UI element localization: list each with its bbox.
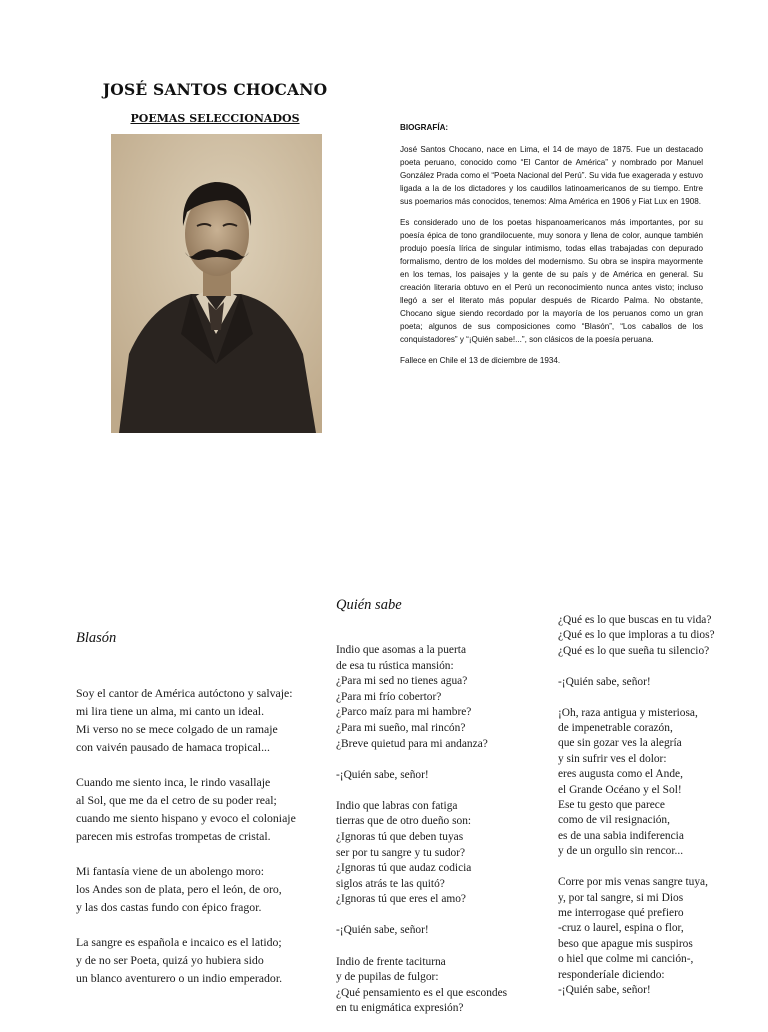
poem-line: ¿Para mi sed no tienes agua? xyxy=(336,675,468,688)
poem-stanza xyxy=(336,799,507,908)
biography-paragraph: José Santos Chocano, nace en Lima, el 14 de mayo de 1875. Fue un destacado poeta peruano, conocido como “El Cantor de América” y nombrado por Manuel González Prada como el “Poeta Nacional del Perú”. Su vida fue exagerada y estuvo ligada a la de los dictadores y los caudillos latinoamericanos de su tiempo. Entre sus poemarios más conocidos, tenemos: Alma América en 1906 y Fiat Lux en 1908. xyxy=(400,145,703,207)
poem-line: de impenetrable corazón, xyxy=(558,722,673,735)
poem-line: mi lira tiene un alma, mi canto un ideal. xyxy=(76,704,265,718)
poem-line: Indio que labras con fatiga xyxy=(336,799,458,812)
poem-stanza xyxy=(76,933,296,987)
poem-stanza xyxy=(336,923,507,939)
poem-line: Indio de frente taciturna xyxy=(336,955,446,968)
poem-line: -¡Quién sabe, señor! xyxy=(558,984,651,997)
poem-line: ¿Ignoras tú que eres el amo? xyxy=(336,893,466,906)
poem-line: tierras que de otro dueño son: xyxy=(336,815,472,828)
poem-line: eres augusta como el Ande, xyxy=(558,768,683,781)
biography-paragraph: Fallece en Chile el 13 de diciembre de 1934. xyxy=(400,355,561,365)
poem-line: y de pupilas de fulgor: xyxy=(336,971,439,984)
poem-line: ¿Parco maíz para mi hambre? xyxy=(336,706,472,719)
poem-stanza xyxy=(558,675,715,690)
biography xyxy=(400,121,703,374)
poem-line: de esa tu rústica mansión: xyxy=(336,659,454,672)
poem-body-blason xyxy=(76,684,296,1004)
poem-line: Cuando me siento inca, le rindo vasallaje xyxy=(76,775,271,789)
poem-line: y, por tal sangre, si mi Dios xyxy=(558,891,684,904)
poem-line: ¡Oh, raza antigua y misteriosa, xyxy=(558,706,698,719)
poem-line: Ese tu gesto que parece xyxy=(558,799,665,812)
poem-line: y de no ser Poeta, quizá yo hubiera sido xyxy=(76,953,264,967)
poem-line: al Sol, que me da el cetro de su poder real; xyxy=(76,793,277,807)
poem-line: parecen mis estrofas trompetas de cristal. xyxy=(76,829,271,843)
poem-body-quien-sabe xyxy=(336,643,507,1032)
poem-line: ¿Para mi frío cobertor? xyxy=(336,690,442,703)
poem-title-blason: Blasón xyxy=(76,630,117,646)
poem-title-quien-sabe: Quién sabe xyxy=(336,597,402,613)
poem-stanza xyxy=(76,684,296,756)
poem-body-quien-sabe-continued xyxy=(558,613,715,1014)
poem-stanza xyxy=(558,613,715,659)
poem-stanza xyxy=(558,706,715,860)
page-subtitle: POEMAS SELECCIONADOS xyxy=(130,112,300,125)
poem-line: ¿Ignoras tú que audaz codicia xyxy=(336,862,472,875)
poem-line: siglos atrás te las quitó? xyxy=(336,877,445,890)
poem-line: un blanco aventurero o un indio emperador. xyxy=(76,971,283,985)
poem-line: en tu enigmática expresión? xyxy=(336,1002,464,1015)
poem-stanza xyxy=(336,955,507,1017)
poem-line: Indio que asomas a la puerta xyxy=(336,644,466,656)
poem-line: y sin sufrir ves el dolor: xyxy=(558,752,667,765)
poem-stanza xyxy=(76,862,296,916)
poem-line: beso que apague mis suspiros xyxy=(558,937,693,950)
poem-stanza xyxy=(558,875,715,998)
poem-line: ¿Qué es lo que sueña tu silencio? xyxy=(558,644,710,657)
poem-line: -¡Quién sabe, señor! xyxy=(558,675,651,688)
poem-line: ¿Qué es lo que buscas en tu vida? xyxy=(558,614,712,626)
poem-line: es de una sabia indiferencia xyxy=(558,829,684,842)
poem-line: responderíale diciendo: xyxy=(558,968,665,981)
poem-line: ¿Breve quietud para mi andanza? xyxy=(336,737,488,750)
biography-paragraph: Es considerado uno de los poetas hispanoamericanos más importantes, por su poesía épica de tono grandilocuente, muy sonora y llena de color, aunque también produjo poesía lírica de singular intimismo, todas ellas trabajadas con depurado formalismo, dentro de los moldes del modernismo. Su obra se inspira mayormente en los temas, los paisajes y la gente de su país y de América en general. Su creación literaria obtuvo en el Perú un reconocimiento nunca antes visto; incluso llegó a ser el literato más popular después de Ricardo Palma. No obstante, Chocano sigue siendo recordado por la mayoría de los peruanos como un gran poeta; algunos de sus composiciones como “Blasón”, “Los caballos de los conquistadores” y “¡Quién sabe!...”, son clásicos de la poesía peruana. xyxy=(400,217,703,345)
poem-line: el Grande Océano y el Sol! xyxy=(558,783,682,796)
poem-line: ¿Ignoras tú que deben tuyas xyxy=(336,830,464,843)
poem-line: y las dos castas fundo con épico fragor. xyxy=(76,900,262,914)
poem-line: Soy el cantor de América autóctono y salvaje: xyxy=(76,686,293,700)
poem-line: como de vil resignación, xyxy=(558,814,670,827)
poem-line: ¿Qué pensamiento es el que escondes xyxy=(336,986,508,999)
poem-stanza xyxy=(336,768,507,784)
poem-line: Mi verso no se mece colgado de un ramaje xyxy=(76,722,278,736)
poem-line: -cruz o laurel, espina o flor, xyxy=(558,922,684,935)
poem-line: La sangre es española e incaico es el latido; xyxy=(76,935,282,949)
poem-line: o hiel que colme mi canción-, xyxy=(558,953,694,966)
poem-line: ¿Qué es lo que imploras a tu dios? xyxy=(558,629,715,642)
poem-line: y de un orgullo sin rencor... xyxy=(558,845,684,858)
poem-line: Mi fantasía viene de un abolengo moro: xyxy=(76,864,265,878)
poem-line: ¿Para mi sueño, mal rincón? xyxy=(336,721,466,734)
poem-line: ser por tu sangre y tu sudor? xyxy=(336,846,466,859)
portrait-photo xyxy=(111,134,322,433)
poem-line: que sin gozar ves la alegría xyxy=(558,737,682,750)
poem-line: me interrogase qué prefiero xyxy=(558,907,684,919)
poem-line: -¡Quién sabe, señor! xyxy=(336,768,429,781)
poem-line: Corre por mis venas sangre tuya, xyxy=(558,876,708,889)
poem-line: -¡Quién sabe, señor! xyxy=(336,924,429,937)
poem-stanza xyxy=(336,643,507,752)
poem-line: con vaivén pausado de hamaca tropical... xyxy=(76,740,270,754)
page-title: JOSÉ SANTOS CHOCANO xyxy=(102,80,328,99)
poem-line: cuando me siento hispano y evoco el coloniaje xyxy=(76,811,296,825)
poem-line: los Andes son de plata, pero el león, de oro, xyxy=(76,882,282,896)
poem-stanza xyxy=(76,773,296,845)
biography-label: BIOGRAFÍA: xyxy=(400,123,449,132)
